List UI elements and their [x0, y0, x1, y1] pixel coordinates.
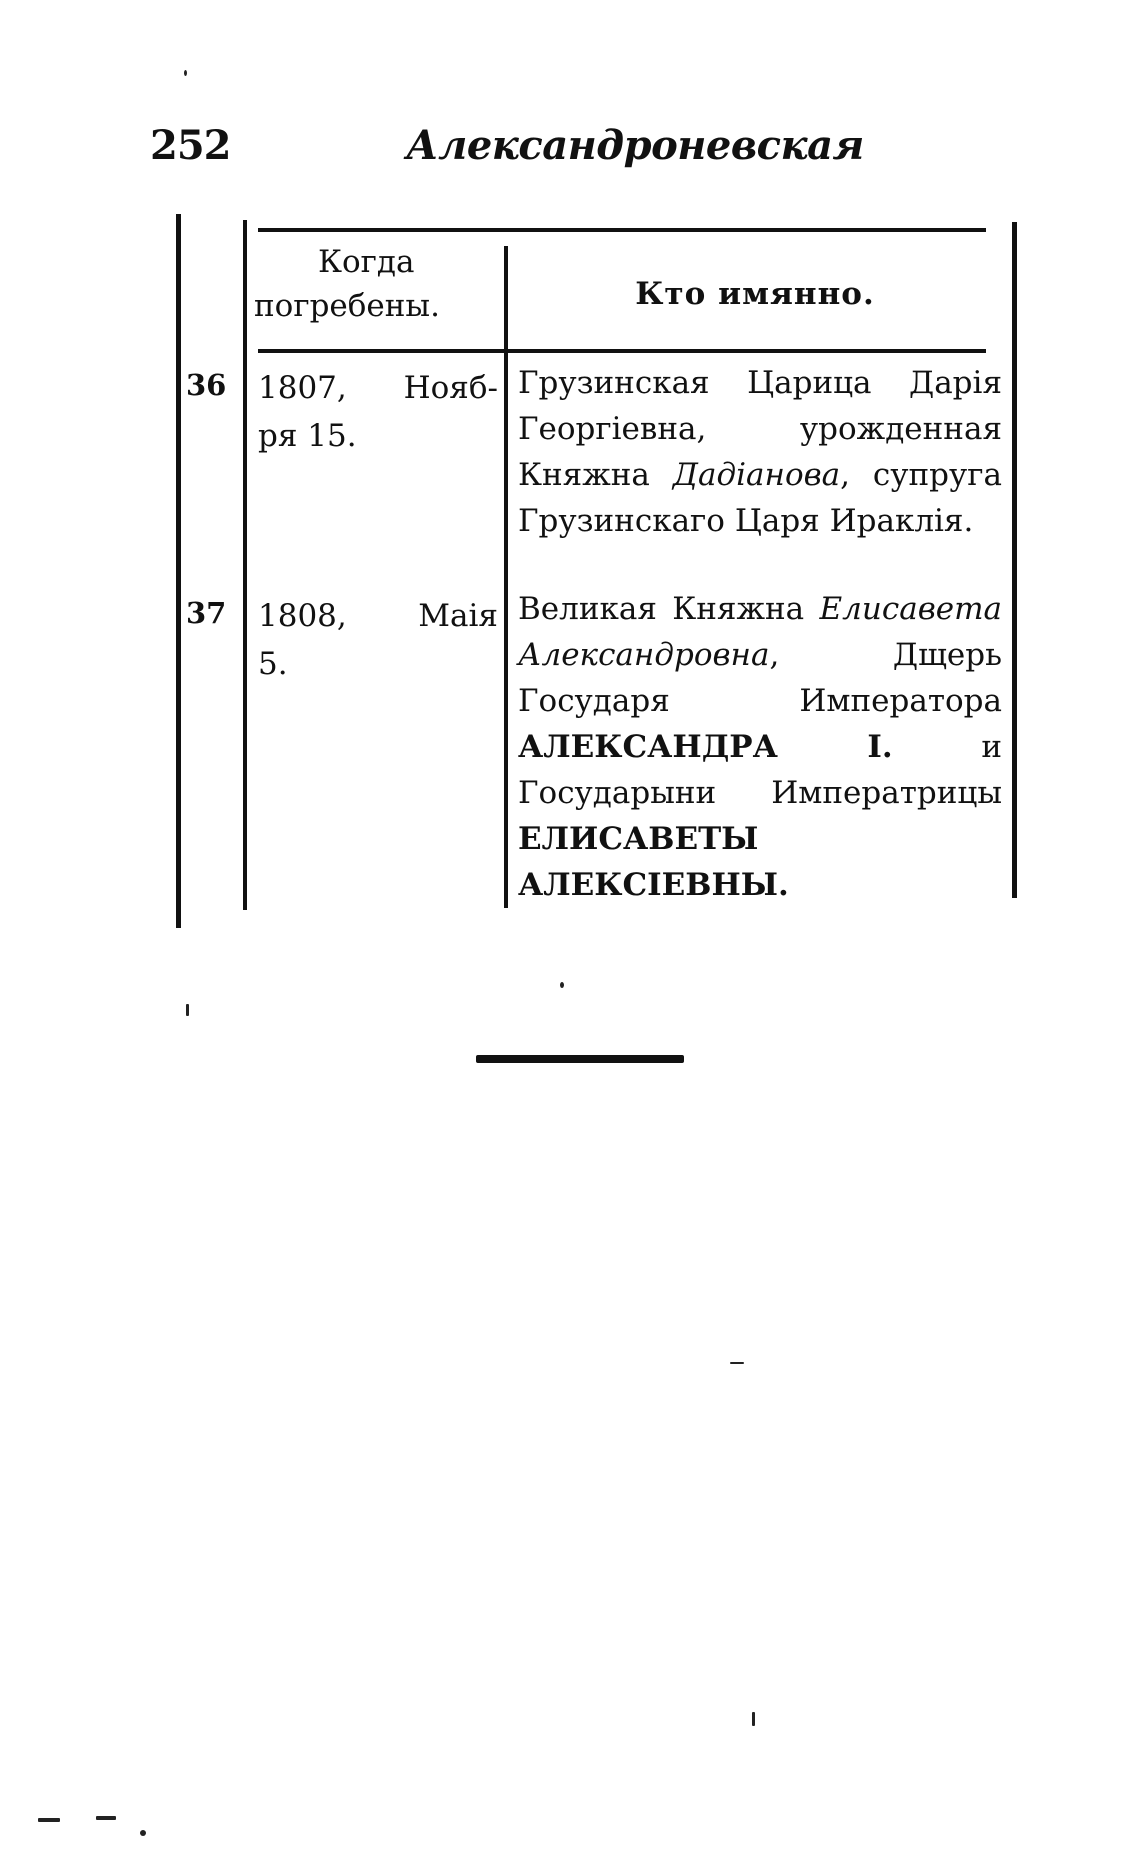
- header-when-line2: погребены.: [254, 288, 440, 324]
- entry-text: [518, 586, 1002, 908]
- running-title: Александроневская: [406, 122, 864, 169]
- header-bottom-rule: [258, 349, 986, 353]
- scan-speck: [184, 70, 187, 76]
- burial-date: [258, 592, 498, 688]
- entry-text-part: и Государыни Императрицы: [518, 729, 1002, 811]
- scan-speck: [38, 1818, 60, 1822]
- burial-day: ря 15.: [258, 418, 357, 454]
- entry-text-part-italic: Елисавета Александровна: [518, 591, 1002, 673]
- scan-speck: [186, 1004, 189, 1016]
- entry-text-part: Великая Княжна: [518, 591, 820, 627]
- scan-speck: [560, 982, 564, 988]
- row-number: 36: [186, 368, 227, 402]
- page-number: 252: [150, 122, 231, 169]
- header-when-line1: Когда: [318, 244, 415, 280]
- table-left-border: [176, 214, 181, 928]
- burial-year: 1808,: [258, 598, 347, 634]
- burial-month: Нояб-: [403, 370, 498, 406]
- entry-text: [518, 360, 1002, 544]
- scan-speck: [140, 1830, 146, 1836]
- entry-text-part-caps: ЕЛИСАВЕТЫ АЛЕКСІЕВНЫ.: [518, 821, 789, 903]
- scan-speck: [730, 1362, 744, 1364]
- closing-rule: [476, 1055, 684, 1063]
- burial-month: Маія: [418, 598, 498, 634]
- entry-text-part: Грузинская Царица Дарія Георгіевна, урожденная Княжна: [518, 365, 1002, 493]
- scan-speck: [752, 1712, 755, 1726]
- table-top-rule: [258, 228, 986, 232]
- header-who-exactly: Кто имянно.: [635, 276, 875, 312]
- date-column-rule: [504, 246, 508, 908]
- entry-text-part: , супруга Грузинскаго Царя Ираклія.: [518, 457, 1002, 539]
- burial-date: [258, 364, 498, 460]
- entry-text-part-italic: Дадіанова: [672, 457, 841, 493]
- burial-year: 1807,: [258, 370, 347, 406]
- table-right-border: [1012, 222, 1017, 898]
- burial-day: 5.: [258, 646, 288, 682]
- entry-text-part-caps: АЛЕКСАНДРА I.: [518, 729, 893, 765]
- entry-text-part: , Дщерь Государя Императора: [518, 637, 1002, 719]
- row-number: 37: [186, 596, 227, 630]
- header-when-buried: [254, 240, 494, 328]
- number-column-rule: [243, 220, 247, 910]
- scan-speck: [96, 1816, 116, 1820]
